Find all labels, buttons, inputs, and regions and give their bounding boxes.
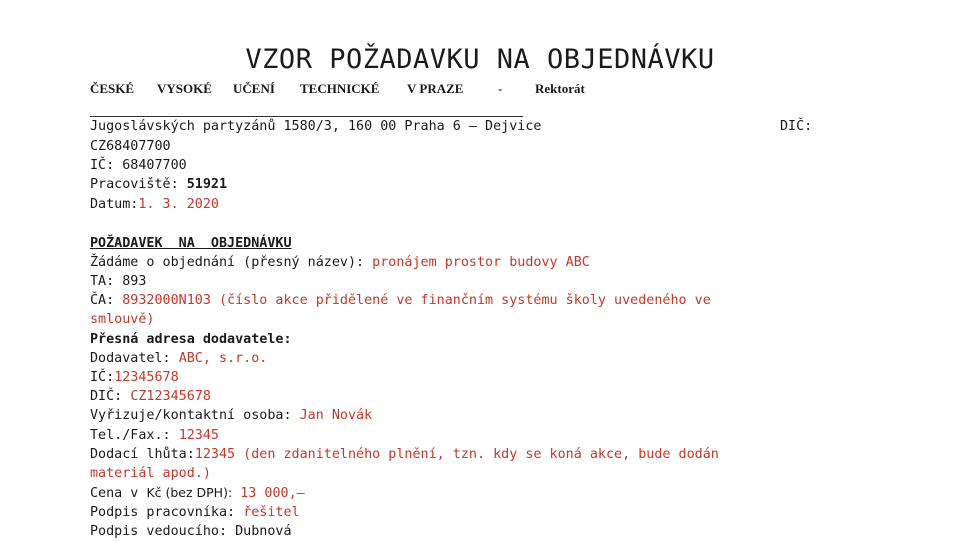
delivery-line bbox=[90, 445, 719, 464]
datum-label: Datum: bbox=[90, 197, 139, 212]
contact-value: Jan Novák bbox=[299, 408, 373, 423]
section-heading: POŽADAVEK NA OBJEDNÁVKU bbox=[90, 236, 292, 251]
manager-signature-value: Dubnová bbox=[235, 524, 292, 539]
phone-value: 12345 bbox=[178, 428, 219, 443]
manager-signature-line bbox=[90, 522, 292, 541]
ca-label: ČA: bbox=[90, 293, 115, 308]
delivery-label: Dodací lhůta: bbox=[90, 447, 195, 462]
supplier-heading: Přesná adresa dodavatele: bbox=[90, 332, 292, 347]
ic-line: IČ: 68407700 bbox=[90, 158, 187, 173]
supplier-ic-label: IČ: bbox=[90, 370, 115, 385]
price-currency-label: Kč (bez DPH): bbox=[146, 485, 233, 500]
phone-label: Tel./Fax.: bbox=[90, 428, 171, 443]
contact-line bbox=[90, 406, 372, 425]
pracoviste-value: 51921 bbox=[186, 177, 228, 192]
dodavatel-value: ABC, s.r.o. bbox=[178, 351, 268, 366]
worker-signature-line bbox=[90, 503, 300, 522]
contact-label: Vyřizuje/kontaktní osoba: bbox=[90, 408, 292, 423]
zadame-value: pronájem prostor budovy ABC bbox=[372, 255, 590, 270]
dic-value: CZ68407700 bbox=[90, 139, 171, 154]
delivery-value-continued: materiál apod.) bbox=[90, 466, 211, 481]
ca-value-continued: smlouvě) bbox=[90, 312, 155, 327]
org-word-uceni: UČENÍ bbox=[233, 81, 275, 96]
delivery-value: 12345 (den zdanitelného plnění, tzn. kdy se koná akce, bude dodán bbox=[194, 447, 719, 462]
zadame-line bbox=[90, 253, 590, 272]
supplier-ic-line bbox=[90, 368, 179, 387]
ca-value: 8932000N103 (číslo akce přidělené ve finančním systému školy uvedeného ve bbox=[122, 293, 711, 308]
price-label: Cena v bbox=[90, 486, 139, 501]
dodavatel-line bbox=[90, 349, 267, 368]
dodavatel-label: Dodavatel: bbox=[90, 351, 171, 366]
price-line bbox=[90, 483, 305, 503]
ca-line bbox=[90, 291, 711, 310]
pracoviste-label: Pracoviště: bbox=[90, 177, 179, 192]
dic-label: DIČ: bbox=[780, 119, 813, 134]
org-word-v-praze: V PRAZE bbox=[407, 81, 464, 96]
manager-signature-label: Podpis vedoucího: bbox=[90, 524, 228, 539]
datum-value: 1. 3. 2020 bbox=[138, 197, 219, 212]
org-word-vysoke: VYSOKÉ bbox=[157, 81, 212, 96]
supplier-dic-line bbox=[90, 387, 211, 406]
price-value: 13 000,– bbox=[240, 486, 305, 501]
ta-line: TA: 893 bbox=[90, 274, 147, 289]
supplier-ic-value: 12345678 bbox=[114, 370, 179, 385]
document-title: VZOR POŽADAVKU NA OBJEDNÁVKU bbox=[245, 44, 715, 75]
org-dash: - bbox=[498, 81, 503, 96]
supplier-dic-value: CZ12345678 bbox=[130, 389, 211, 404]
phone-line bbox=[90, 426, 219, 445]
pracoviste-line bbox=[90, 175, 227, 194]
org-rektorat: Rektorát bbox=[535, 81, 585, 96]
address-line: Jugoslávských partyzánů 1580/3, 160 00 Praha 6 – Dejvice bbox=[90, 119, 542, 134]
org-word-technicke: TECHNICKÉ bbox=[300, 81, 380, 96]
org-word-ceske: ČESKÉ bbox=[90, 81, 135, 96]
zadame-label: Žádáme o objednání (přesný název): bbox=[90, 255, 365, 270]
datum-line bbox=[90, 195, 219, 214]
worker-signature-value: řešitel bbox=[243, 505, 300, 520]
supplier-dic-label: DIČ: bbox=[90, 389, 123, 404]
worker-signature-label: Podpis pracovníka: bbox=[90, 505, 236, 520]
